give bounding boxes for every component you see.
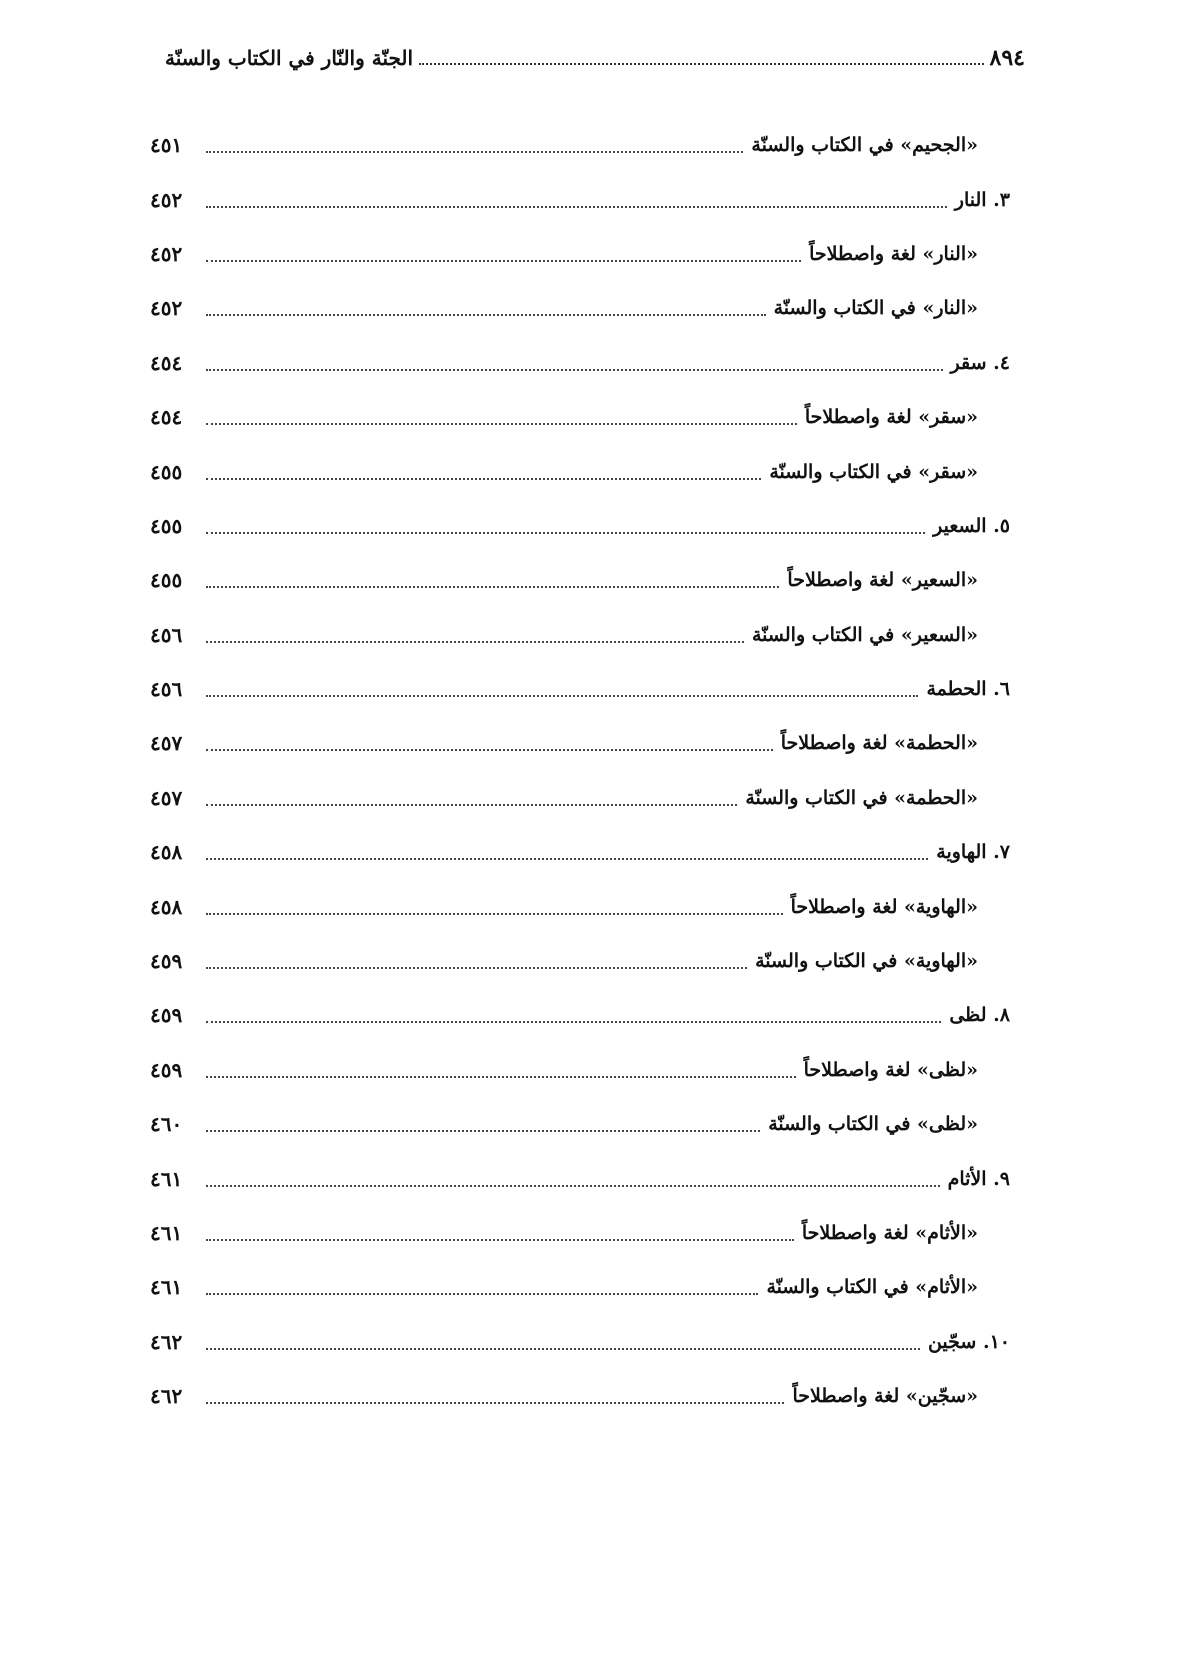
toc-entry-label: «الهاوية» في الكتاب والسنّة (755, 950, 978, 973)
toc-entry-label: ٥. السعير (933, 514, 1010, 537)
toc-entry-label: ٣. النار (954, 188, 1010, 211)
dot-leader (206, 858, 928, 860)
toc-entry-label: «الحطمة» في الكتاب والسنّة (745, 786, 978, 809)
toc-entry-label: «الأثام» في الكتاب والسنّة (766, 1276, 978, 1299)
toc-chapter-row (150, 499, 1010, 553)
toc-entry-label: «سجّين» لغة واصطلاحاً (792, 1385, 978, 1408)
toc-page-number: ٤٦٠ (150, 1112, 183, 1137)
toc-page-number: ٤٥٢ (150, 187, 183, 212)
dot-leader (206, 206, 947, 208)
toc-chapter-row (150, 662, 1010, 716)
dot-leader (206, 695, 918, 697)
toc-page-number: ٤٥٩ (150, 1057, 183, 1082)
toc-entry-row (150, 553, 1010, 607)
toc-entry-row (150, 1206, 1010, 1260)
dot-leader (206, 641, 744, 643)
dot-leader (206, 1130, 760, 1132)
dot-leader (206, 1185, 940, 1187)
toc-page-number: ٤٥١ (150, 133, 183, 158)
dot-leader (206, 1348, 920, 1350)
toc-entry-label: «السعير» في الكتاب والسنّة (752, 623, 978, 646)
dot-leader (206, 749, 773, 751)
toc-entry-row (150, 1260, 1010, 1314)
toc-page-number: ٤٥٩ (150, 1003, 183, 1028)
toc-entry-row (150, 879, 1010, 933)
toc-entry-row (150, 1043, 1010, 1097)
toc-page-number: ٤٥٤ (150, 350, 183, 375)
toc-page-number: ٤٦٢ (150, 1329, 183, 1354)
dot-leader (206, 1239, 794, 1241)
toc-chapter-row (150, 336, 1010, 390)
toc-chapter-row (150, 1315, 1010, 1369)
toc-entry-row (150, 771, 1010, 825)
dot-leader (206, 151, 743, 153)
toc-page-number: ٤٥٦ (150, 677, 183, 702)
dot-leader (206, 913, 783, 915)
toc-entry-label: «الجحيم» في الكتاب والسنّة (751, 134, 978, 157)
dot-leader (206, 967, 747, 969)
toc-chapter-row (150, 825, 1010, 879)
toc-chapter-row (150, 988, 1010, 1042)
toc-page-number: ٤٦١ (150, 1166, 183, 1191)
toc-entry-row (150, 716, 1010, 770)
toc-page-number: ٤٥٦ (150, 622, 183, 647)
dot-leader (206, 314, 766, 316)
toc-entry-label: «سقر» في الكتاب والسنّة (769, 460, 978, 483)
toc-page-number: ٤٥٢ (150, 296, 183, 321)
dot-leader (206, 1293, 758, 1295)
header-dot-leader (419, 63, 983, 65)
toc-entry-row (150, 608, 1010, 662)
toc-entry-row (150, 118, 1010, 172)
toc-page-number: ٤٦١ (150, 1221, 183, 1245)
toc-entry-row (150, 390, 1010, 444)
dot-leader (206, 1402, 784, 1404)
running-title: الجنّة والنّار في الكتاب والسنّة (165, 46, 414, 70)
toc-entry-row (150, 934, 1010, 988)
toc-page-number: ٤٥٩ (150, 949, 183, 974)
toc-entry-row (150, 1369, 1010, 1423)
toc-entry-label: «سقر» لغة واصطلاحاً (804, 406, 978, 429)
toc-page-number: ٤٥٢ (150, 241, 183, 266)
toc-entry-row (150, 1097, 1010, 1151)
toc-entry-label: ٧. الهاوية (936, 841, 1010, 864)
page-header (165, 38, 1025, 78)
toc-entry-row (150, 227, 1010, 281)
toc-page-number: ٤٥٨ (150, 840, 183, 865)
toc-entry-label: «السعير» لغة واصطلاحاً (787, 569, 978, 592)
toc-page-number: ٤٦١ (150, 1275, 183, 1300)
dot-leader (206, 260, 801, 262)
toc-entry-label: ٦. الحطمة (926, 678, 1010, 701)
dot-leader (206, 532, 925, 534)
toc-entry-label: ٤. سقر (950, 351, 1010, 374)
toc-chapter-row (150, 172, 1010, 226)
toc-page-number: ٤٥٧ (150, 731, 183, 756)
toc-page-number: ٤٥٥ (150, 459, 183, 484)
dot-leader (206, 423, 797, 425)
dot-leader (206, 478, 761, 480)
toc-entry-label: «الأثام» لغة واصطلاحاً (801, 1222, 978, 1244)
toc-entry-label: ٩. الأثام (947, 1167, 1010, 1190)
toc-chapter-row (150, 1151, 1010, 1205)
toc-page-number: ٤٥٥ (150, 513, 183, 538)
toc-entry-label: «الهاوية» لغة واصطلاحاً (790, 895, 978, 918)
toc-entry-label: «النار» في الكتاب والسنّة (773, 297, 978, 320)
toc-entry-label: ٨. لظى (949, 1004, 1010, 1027)
toc-page-number: ٤٥٥ (150, 568, 183, 593)
toc-page-number: ٤٦٢ (150, 1384, 183, 1409)
toc-entry-label: «الحطمة» لغة واصطلاحاً (780, 732, 978, 755)
toc-page-number: ٤٥٨ (150, 894, 183, 919)
toc-entry-label: «لظى» في الكتاب والسنّة (768, 1113, 978, 1136)
toc-page-number: ٤٥٧ (150, 785, 183, 810)
toc-entry-label: «النار» لغة واصطلاحاً (809, 242, 978, 265)
toc-entry-row (150, 444, 1010, 498)
dot-leader (206, 1076, 796, 1078)
toc-entry-label: ١٠. سجّين (927, 1330, 1010, 1353)
page-number: ٨٩٤ (989, 45, 1025, 71)
dot-leader (206, 586, 779, 588)
toc-entry-row (150, 281, 1010, 335)
toc-page-number: ٤٥٤ (150, 405, 183, 430)
dot-leader (206, 369, 943, 371)
dot-leader (206, 804, 737, 806)
dot-leader (206, 1021, 941, 1023)
table-of-contents (150, 118, 1010, 1423)
toc-entry-label: «لظى» لغة واصطلاحاً (803, 1058, 978, 1081)
